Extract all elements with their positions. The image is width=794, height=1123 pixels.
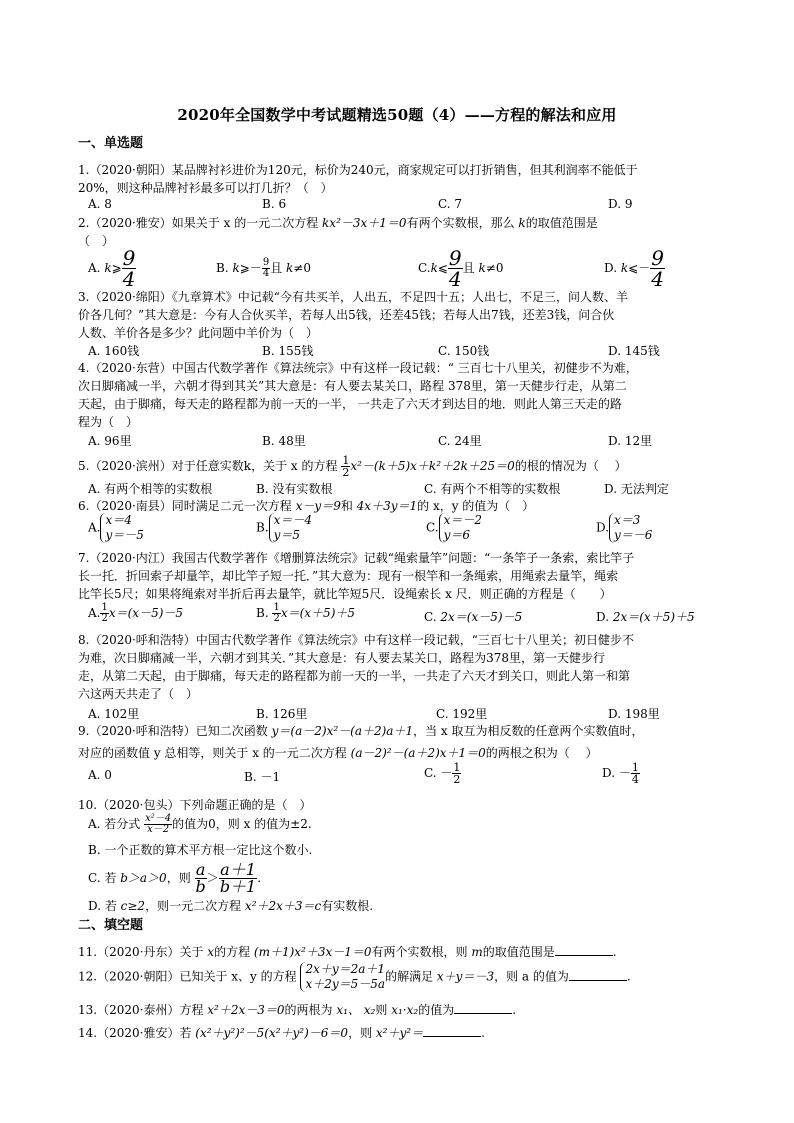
option-b[interactable]: B. 没有实数根 [256, 482, 333, 496]
equation: kx²－3x＋1＝0 [322, 216, 407, 230]
text: 14.（2020·雅安）若 [78, 1026, 192, 1040]
option-a[interactable]: A. 若分式 $\frac{\text{x²－4}}{x-2}$ 的值为0，则 x 的值为±2. [88, 813, 312, 835]
question-text: 程为（ ） [78, 415, 139, 429]
option-d[interactable]: D. 9 [608, 197, 633, 211]
question-text: 次日脚痛减一半，六朝才得到其关”其大意是：有人要去某关口，路程 378里，第一天健步行走，从第二 [78, 379, 627, 393]
question-text: 8.（2020·呼和浩特）中国古代数学著作《算法统宗》中有这样一段记载，“三百七十八里关；初日健步不 [78, 633, 634, 647]
text: 2.（2020·雅安）如果关于 x 的一元二次方程 [78, 216, 319, 230]
option-c[interactable]: C. 2x＝(x－5)－5 [424, 610, 523, 624]
question-9 [78, 722, 718, 762]
question-text: 1.（2020·朝阳）某品牌衬衫进价为120元，标价为240元，商家规定可以打折销售，但其利润率不能低于 [78, 163, 638, 177]
question-4 [78, 359, 718, 431]
option-letter: A. [88, 520, 101, 535]
question-8 [78, 631, 718, 703]
option-letter: C. [424, 610, 437, 624]
equation-2: 4x＋3y＝1 [356, 499, 418, 513]
page-title: 2020年全国数学中考试题精选50题（4）——方程的解法和应用 [177, 106, 617, 124]
option-letter: C. － [424, 766, 453, 780]
question-text: 走，从第二天起，由于脚痛，每天走的路程都为前一天的一半，一共走了六天才到关口，则此人第一和第 [78, 669, 631, 683]
text: 5.（2020·滨州）对于任意实数k，关于 x 的方程 [78, 459, 338, 473]
option-c[interactable]: C. 有两个不相等的实数根 [424, 482, 561, 496]
option-letter: D. [604, 261, 618, 275]
option-a[interactable]: A. $\frac{1}{2}$ x＝(x－5)－5 [88, 602, 184, 624]
text: 的取值范围是 [525, 216, 598, 230]
question-text: 3.（2020·绵阳）《九章算术》中记载“今有共买羊，人出五，不足四十五；人出七，不足三，问人数、羊 [78, 290, 628, 304]
option-b[interactable]: B. 一个正数的算术平方根一定比这个数小. [88, 843, 313, 857]
text: 12.（2020·朝阳）已知关于 x、y 的方程 [78, 969, 297, 984]
equation-1: x－y＝9 [295, 499, 341, 513]
question-text: 20%，则这种品牌衬衫最多可以打几折？（ ） [78, 181, 333, 195]
question-text: 长一托．折回索子却量竿，却比竿子短一托．”其大意为：现有一根竿和一条绳索，用绳索去量竿，绳索 [78, 569, 619, 583]
option-d[interactable]: D. k⩽－ $\frac{9}{4}$ [604, 246, 664, 291]
option-d[interactable]: D. 若 c≥2，则一元二次方程 x²＋2x＋3＝c有实数根. [88, 899, 374, 913]
text: 6.（2020·南县）同时满足二元一次方程 [78, 499, 292, 513]
option-c[interactable]: C. 192里 [436, 707, 488, 721]
text: D. 若 [88, 899, 117, 913]
option-a[interactable]: A. k⩾ $\frac{9}{4}$ [88, 246, 136, 291]
option-a[interactable]: A. 0 [88, 768, 112, 782]
option-b[interactable]: B. 48里 [262, 434, 306, 448]
option-a[interactable]: A.x＝4 y＝－5 [88, 513, 144, 542]
option-letter: A. [88, 261, 101, 275]
question-text: （ ） [78, 234, 115, 248]
question-text [78, 744, 718, 762]
answer-blank[interactable] [569, 968, 627, 981]
option-c[interactable]: C.k⩽ $\frac{9}{4}$ 且 k≠0 [418, 246, 504, 291]
question-text: 人数、羊价各是多少？此问题中羊价为（ ） [78, 326, 319, 340]
option-b[interactable]: B. 155钱 [262, 344, 314, 358]
option-d[interactable]: D. 无法判定 [604, 482, 669, 496]
text: ，则 [348, 1026, 373, 1040]
question-text: 六这两天共走了（ ） [78, 687, 199, 701]
question-text [78, 722, 718, 740]
function: y＝(a－2)x²－(a＋2)a＋1 [271, 724, 414, 738]
text: 9.（2020·呼和浩特）已知二次函数 [78, 724, 268, 738]
equation: (m＋1)x²＋3x－1＝0 [253, 945, 372, 959]
section-fill-blank: 二、填空题 [78, 918, 144, 933]
question-text: 为难，次日脚痛减一半，六朝才到其关．”其大意是：有人要去某关口，路程为378里，第一天健步行 [78, 651, 606, 665]
text: 的 x，y 的值为（ ） [417, 499, 535, 513]
text: 11.（2020·丹东）关于 [78, 945, 204, 959]
text: 的值为 [418, 1003, 455, 1017]
question-text: 10.（2020·包头）下列命题正确的是（ ） [78, 798, 312, 812]
option-b[interactable]: B. 6 [262, 197, 287, 211]
option-c[interactable]: C. 24里 [438, 434, 482, 448]
option-d[interactable]: D. － $\frac{1}{4}$ [602, 761, 639, 786]
option-letter: C. [418, 261, 431, 275]
option-a[interactable]: A. 102里 [88, 707, 140, 721]
option-letter: C. [426, 520, 439, 535]
equation-system: 2x＋y＝2a＋1 x＋2y＝5－5a [300, 962, 385, 992]
text: 的取值范围是 [482, 945, 555, 959]
text: ，当 x 取互为相反数的任意两个实数值时， [413, 724, 644, 738]
option-letter: B. [256, 520, 269, 535]
option-d[interactable]: D. 2x＝(x＋5)＋5 [596, 610, 695, 624]
option-b[interactable]: B. $\frac{1}{2}$ x＝(x＋5)＋5 [256, 602, 356, 624]
option-a[interactable]: A. 8 [88, 197, 112, 211]
question-text [78, 214, 718, 232]
text: 的解满足 [385, 969, 434, 984]
text: 的两根之积为（ ） [485, 746, 598, 760]
question-3 [78, 288, 718, 342]
text: ，则 [166, 871, 191, 885]
text: 的两根为 [284, 1003, 333, 1017]
text: 则 [375, 1003, 388, 1017]
question-text: 4.（2020·东营）中国古代数学著作《算法统宗》中有这样一段记载：“ 三百七十八里关，初健步不为难， [78, 361, 638, 375]
option-letter: B. [256, 606, 269, 620]
equation: $\frac{1}{2}$ x²－(k＋5)x＋k²＋2k＋25＝0 [342, 454, 515, 479]
option-b[interactable]: B. k⩾－ $\frac{9}{4}$ 且 k≠0 [216, 257, 311, 279]
question-11: 11.（2020·丹东）关于 x的方程 (m＋1)x²＋3x－1＝0有两个实数根，则 m的取值范围是 . [78, 945, 617, 959]
question-2 [78, 214, 718, 250]
question-text: 天起，由于脚痛，每天走的路程都为前一天的一半， 一共走了六天才到达目的地．则此人第三天走的路 [78, 397, 622, 411]
option-c[interactable]: C. 150钱 [438, 344, 490, 358]
option-c[interactable]: C.x＝－2 y＝6 [426, 513, 482, 542]
option-letter: D. [596, 520, 610, 535]
answer-blank[interactable] [454, 1001, 512, 1014]
question-5 [78, 455, 718, 478]
text: ，则一元二次方程 [145, 899, 242, 913]
question-12: 12.（2020·朝阳）已知关于 x、y 的方程 2x＋y＝2a＋1 x＋2y＝5－5a的解满足 x＋y＝－3，则 a 的值为 . [78, 962, 631, 991]
question-text: 比竿长5尺；如果将绳索对半折后再去量竿，就比竿短5尺．设绳索长 x 尺．则正确的方程是（ ） [78, 587, 612, 601]
question-text: 7.（2020·内江）我国古代数学著作《增删算法统宗》记载“绳索量竿”问题：“一条竿子一条索，索比竿子 [78, 551, 635, 565]
text: 的根的情况为（ ） [514, 459, 627, 473]
option-a[interactable]: A. 有两个相等的实数根 [88, 482, 213, 496]
answer-blank[interactable] [555, 943, 613, 956]
text: 有两个实数根，那么 [406, 216, 515, 230]
option-d[interactable]: D. 12里 [608, 434, 653, 448]
section-single-choice: 一、单选题 [78, 136, 144, 151]
option-c[interactable]: C. 若 b＞a＞0，则 $\frac{a}{b}$ ＞ $\frac{a+1}{b+1}$ . [88, 860, 262, 896]
answer-blank[interactable] [423, 1024, 481, 1037]
option-d[interactable]: D. 198里 [608, 707, 660, 721]
text: 对应的函数值 y 总相等，则关于 x 的一元二次方程 [78, 746, 347, 760]
option-a[interactable]: A. 160钱 [88, 344, 140, 358]
option-c[interactable]: C. － $\frac{1}{2}$ [424, 761, 461, 786]
option-letter: D. － [602, 766, 631, 780]
option-c[interactable]: C. 7 [438, 197, 463, 211]
var-k: k [518, 216, 526, 230]
text: ，则 a 的值为 [494, 969, 569, 984]
text: C. 若 [88, 871, 117, 885]
text: A. 若分式 [88, 817, 141, 831]
option-b[interactable]: B.x＝－4 y＝5 [256, 513, 313, 542]
question-text: 价各几何？”其大意是：今有人合伙买羊，若每人出5钱，还差45钱；若每人出7钱，还差3钱，问合伙 [78, 308, 615, 322]
option-b[interactable]: B. 126里 [256, 707, 308, 721]
option-d[interactable]: D.x＝3 y＝－6 [596, 513, 653, 542]
option-d[interactable]: D. 145钱 [608, 344, 660, 358]
text: 的方程 [214, 945, 251, 959]
equation: (a－2)²－(a＋2)x＋1＝0 [350, 746, 486, 760]
question-1 [78, 161, 718, 197]
option-letter: D. [596, 610, 610, 624]
text: 的值为0，则 x 的值为±2. [172, 817, 312, 831]
text: 有实数根. [321, 899, 374, 913]
question-10 [78, 796, 718, 814]
text: 和 [340, 499, 353, 513]
option-a[interactable]: A. 96里 [88, 434, 132, 448]
question-13: 13.（2020·泰州）方程 x²＋2x－3＝0的两根为 x₁、 x₂则 x₁·x₂的值为 . [78, 1003, 517, 1017]
question-7 [78, 549, 718, 603]
text: 13.（2020·泰州）方程 [78, 1003, 204, 1017]
option-letter: B. [216, 261, 229, 275]
question-14: 14.（2020·雅安）若 (x²＋y²)²－5(x²＋y²)－6＝0，则 x²＋y²＝ . [78, 1026, 485, 1040]
text: 有两个实数根，则 [371, 945, 468, 959]
option-b[interactable]: B. －1 [244, 770, 281, 784]
option-letter: A. [88, 606, 101, 620]
